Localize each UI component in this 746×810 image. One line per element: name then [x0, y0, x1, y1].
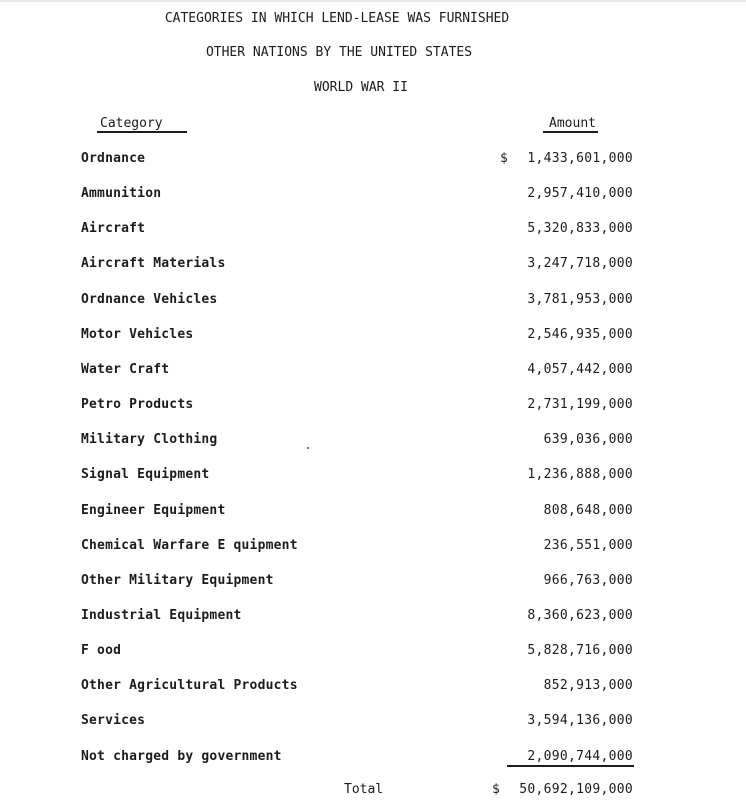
amount-header-underline — [543, 131, 598, 133]
table-row — [0, 292, 746, 312]
row-category: Petro Products — [81, 397, 194, 412]
title-line-2: OTHER NATIONS BY THE UNITED STATES — [205, 45, 473, 60]
row-amount: 4,057,442,000 — [527, 362, 633, 377]
table-row — [0, 749, 746, 769]
row-amount: 1,236,888,000 — [527, 467, 633, 482]
row-amount: 3,594,136,000 — [527, 713, 633, 728]
subtotal-rule — [507, 765, 634, 767]
table-row — [0, 432, 746, 452]
table-row — [0, 503, 746, 523]
row-category: Military Clothing — [81, 432, 218, 447]
table-row — [0, 573, 746, 593]
row-category: Water Craft — [81, 362, 170, 377]
table-row — [0, 538, 746, 558]
row-category: Other Military Equipment — [81, 573, 274, 588]
row-category: Ordnance — [81, 151, 146, 166]
amount-header: Amount — [549, 116, 596, 131]
row-category: Industrial Equipment — [81, 608, 242, 623]
row-category: Ammunition — [81, 186, 162, 201]
total-label: Total — [344, 782, 384, 797]
table-row — [0, 713, 746, 733]
table-row — [0, 221, 746, 241]
top-edge-rule — [0, 0, 746, 2]
row-amount: 236,551,000 — [543, 538, 633, 553]
table-row — [0, 362, 746, 382]
row-amount: 8,360,623,000 — [527, 608, 633, 623]
row-category: Chemical Warfare E quipment — [81, 538, 298, 553]
table-row — [0, 186, 746, 206]
total-amount: 50,692,109,000 — [519, 782, 633, 797]
row-category: Signal Equipment — [81, 467, 210, 482]
row-amount: 5,320,833,000 — [527, 221, 633, 236]
row-category: Motor Vehicles — [81, 327, 194, 342]
title-line-3: WORLD WAR II — [314, 80, 408, 95]
row-category: Not charged by government — [81, 749, 282, 764]
row-amount: 1,433,601,000 — [527, 151, 633, 166]
table-row — [0, 608, 746, 628]
row-amount: 2,957,410,000 — [527, 186, 633, 201]
table-row — [0, 643, 746, 663]
table-row — [0, 678, 746, 698]
row-amount: 2,546,935,000 — [527, 327, 633, 342]
row-category: Services — [81, 713, 146, 728]
category-header-underline — [97, 131, 187, 133]
row-amount: 639,036,000 — [543, 432, 633, 447]
row-amount: 2,090,744,000 — [527, 749, 633, 764]
table-row — [0, 327, 746, 347]
row-category: Aircraft Materials — [81, 256, 226, 271]
row-amount: 966,763,000 — [543, 573, 633, 588]
category-header: Category — [100, 116, 163, 131]
table-row — [0, 397, 746, 417]
row-amount: 2,731,199,000 — [527, 397, 633, 412]
table-row — [0, 256, 746, 276]
row-amount: 5,828,716,000 — [527, 643, 633, 658]
title-line-1: CATEGORIES IN WHICH LEND-LEASE WAS FURNISHED — [164, 11, 510, 26]
row-amount: 852,913,000 — [543, 678, 633, 693]
currency-symbol: $ — [500, 151, 508, 166]
row-amount: 808,648,000 — [543, 503, 633, 518]
row-category: Other Agricultural Products — [81, 678, 298, 693]
row-category: Engineer Equipment — [81, 503, 226, 518]
table-row — [0, 151, 746, 171]
row-category: Aircraft — [81, 221, 146, 236]
row-category: F ood — [81, 643, 122, 658]
paper-speck — [307, 447, 309, 449]
row-amount: 3,781,953,000 — [527, 292, 633, 307]
row-amount: 3,247,718,000 — [527, 256, 633, 271]
row-category: Ordnance Vehicles — [81, 292, 218, 307]
total-currency-symbol: $ — [492, 782, 500, 797]
table-row — [0, 467, 746, 487]
